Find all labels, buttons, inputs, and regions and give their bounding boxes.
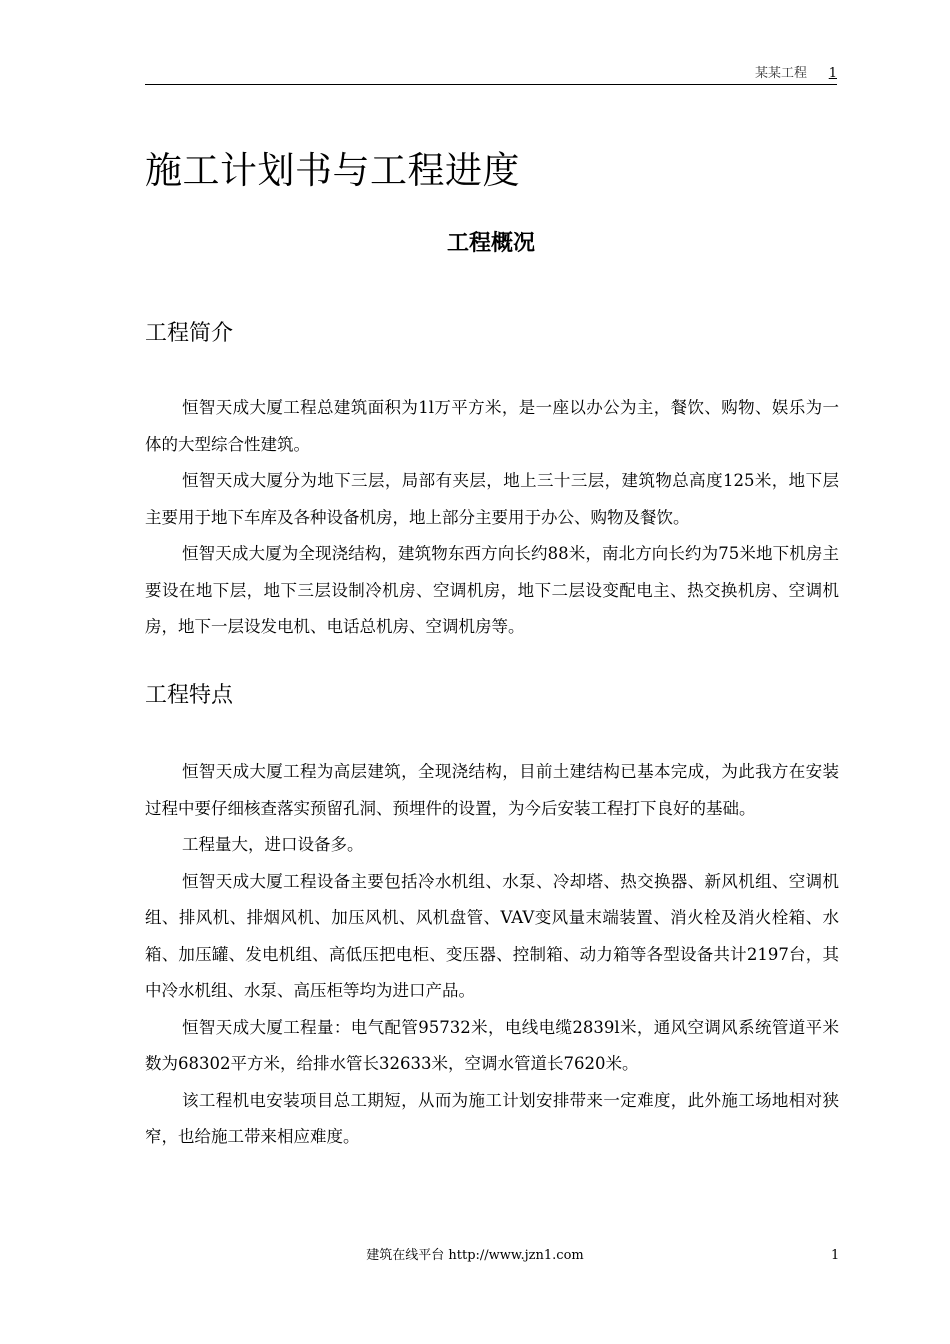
heading-project-intro: 工程简介	[145, 321, 234, 346]
paragraph: 工程量大，进口设备多。	[182, 835, 364, 854]
header-title: 某某工程	[754, 66, 807, 81]
header-page-number: 1	[828, 66, 837, 81]
project-intro-body	[145, 390, 839, 646]
paragraph: 恒智天成大厦为全现浇结构，建筑物东西方向长约88米，南北方向长约为75米地下机房主要设在地下层，地下三层设制冷机房、空调机房，地下二层设变配电主、热交换机房、空调机房，地下一层设发电机、电话总机房、空调机房等。	[145, 544, 839, 636]
footer-text: 建筑在线平台 http://www.jzn1.com	[366, 1248, 584, 1263]
paragraph: 恒智天成大厦工程总建筑面积为1l万平方米，是一座以办公为主，餐饮、购物、娱乐为一体的大型综合性建筑。	[145, 398, 839, 454]
paragraph: 恒智天成大厦工程量：电气配管95732米，电线电缆2839l米，通风空调风系统管道平米数为68302平方米，给排水管长32633米，空调水管道长7620米。	[145, 1017, 839, 1073]
paragraph: 恒智天成大厦工程为高层建筑，全现浇结构，目前土建结构已基本完成，为此我方在安装过程中要仔细核查落实预留孔洞、预埋件的设置，为今后安装工程打下良好的基础。	[145, 762, 839, 818]
page-header	[145, 66, 837, 85]
paragraph: 该工程机电安装项目总工期短，从而为施工计划安排带来一定难度，此外施工场地相对狭窄，也给施工带来相应难度。	[145, 1090, 839, 1146]
footer-page-number: 1	[831, 1248, 840, 1263]
project-features-body	[145, 754, 839, 1156]
paragraph: 恒智天成大厦工程设备主要包括冷水机组、水泵、冷却塔、热交换器、新风机组、空调机组、排风机、排烟风机、加压风机、风机盘管、VAV变风量末端装置、消火栓及消火栓箱、水箱、加压罐、发电机组、高低压把电柜、变压器、控制箱、动力箱等各型设备共计2197台，其中冷水机组、水泵、高压柜等均为进口产品。	[145, 871, 839, 1000]
document-title: 施工计划书与工程进度	[145, 149, 520, 192]
paragraph: 恒智天成大厦分为地下三层，局部有夹层，地上三十三层，建筑物总高度125米，地下层主要用于地下车库及各种设备机房，地上部分主要用于办公、购物及餐饮。	[145, 471, 839, 527]
section-title: 工程概况	[446, 231, 535, 256]
heading-project-features: 工程特点	[145, 683, 234, 708]
